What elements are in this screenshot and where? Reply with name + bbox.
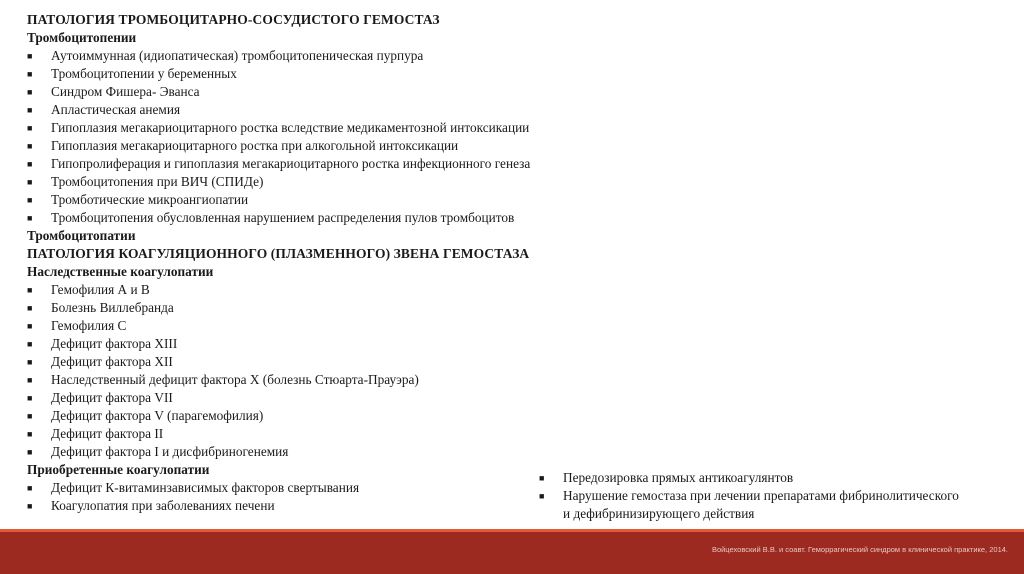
list-item-text: Гипоплазия мегакариоцитарного ростка вследствие медикаментозной интоксикации [51, 120, 530, 135]
list-item-text: Дефицит фактора II [51, 426, 164, 441]
list-item-text: Дефицит фактора V (парагемофилия) [51, 408, 264, 423]
list-item [27, 101, 997, 119]
list-item [27, 353, 997, 371]
list-item-text: Дефицит фактора XIII [51, 336, 178, 351]
list-item [27, 389, 997, 407]
list-item [27, 407, 997, 425]
list-item [27, 335, 997, 353]
heading-platelet-vascular: ПАТОЛОГИЯ ТРОМБОЦИТАРНО-СОСУДИСТОГО ГЕМОСТАЗ [27, 12, 440, 27]
square-bullet-icon: ■ [27, 141, 33, 151]
list-item-text: Синдром Фишера- Эванса [51, 84, 200, 99]
subheading-thrombocytopathy: Тромбоцитопатии [27, 228, 136, 243]
square-bullet-icon: ■ [27, 69, 33, 79]
list-item [27, 173, 997, 191]
list-item-text: Гемофилия С [51, 318, 127, 333]
list-item [27, 443, 997, 461]
square-bullet-icon: ■ [27, 483, 33, 493]
square-bullet-icon: ■ [27, 177, 33, 187]
list-item [27, 47, 997, 65]
square-bullet-icon: ■ [27, 375, 33, 385]
square-bullet-icon: ■ [27, 393, 33, 403]
subheading-hereditary: Наследственные коагулопатии [27, 264, 214, 279]
list-item-text: и дефибринизирующего действия [563, 506, 755, 521]
square-bullet-icon: ■ [27, 429, 33, 439]
list-item [27, 425, 997, 443]
square-bullet-icon: ■ [27, 123, 33, 133]
square-bullet-icon: ■ [27, 501, 33, 511]
square-bullet-icon: ■ [27, 411, 33, 421]
square-bullet-icon: ■ [27, 105, 33, 115]
list-item [539, 469, 1019, 487]
hereditary-list [27, 281, 997, 461]
list-item [27, 317, 997, 335]
list-item-text: Нарушение гемостаза при лечении препаратами фибринолитического [563, 488, 959, 503]
footer-citation: Войцеховский В.В. и соавт. Геморрагический синдром в клинической практике, 2014. [711, 545, 1008, 554]
square-bullet-icon: ■ [27, 87, 33, 97]
list-item-text: Болезнь Виллебранда [51, 300, 174, 315]
list-item [27, 209, 997, 227]
list-item-text: Дефицит фактора XII [51, 354, 173, 369]
list-item [27, 191, 997, 209]
list-item-text: Гипопролиферация и гипоплазия мегакариоцитарного ростка инфекционного генеза [51, 156, 531, 171]
square-bullet-icon: ■ [27, 285, 33, 295]
subheading-acquired: Приобретенные коагулопатии [27, 462, 210, 477]
list-item-text: Коагулопатия при заболеваниях печени [51, 498, 275, 513]
slide-content [27, 11, 997, 515]
list-item-text: Тромбоцитопении у беременных [51, 66, 237, 81]
square-bullet-icon: ■ [27, 195, 33, 205]
thrombocytopenia-list [27, 47, 997, 227]
square-bullet-icon: ■ [539, 473, 545, 483]
list-item-text: Наследственный дефицит фактора Х (болезнь Стюарта-Прауэра) [51, 372, 419, 387]
heading-coagulation: ПАТОЛОГИЯ КОАГУЛЯЦИОННОГО (ПЛАЗМЕННОГО) ЗВЕНА ГЕМОСТАЗА [27, 246, 530, 261]
subheading-thrombocytopenia: Тромбоцитопении [27, 30, 137, 45]
list-item-text: Дефицит фактора I и дисфибриногенемия [51, 444, 289, 459]
footer-bar [0, 532, 1024, 574]
square-bullet-icon: ■ [27, 357, 33, 367]
list-item [27, 155, 997, 173]
list-item-text: Дефицит К-витаминзависимых факторов свертывания [51, 480, 360, 495]
list-item-text: Дефицит фактора VII [51, 390, 173, 405]
square-bullet-icon: ■ [539, 491, 545, 501]
list-item [27, 119, 997, 137]
list-item-text: Тромботические микроангиопатии [51, 192, 249, 207]
list-item [27, 137, 997, 155]
list-item [27, 299, 997, 317]
list-item-text: Гемофилия А и В [51, 282, 150, 297]
list-item-text: Передозировка прямых антикоагулянтов [563, 470, 794, 485]
list-item [27, 281, 997, 299]
list-item [27, 65, 997, 83]
list-item-text: Тромбоцитопения обусловленная нарушением распределения пулов тромбоцитов [51, 210, 515, 225]
square-bullet-icon: ■ [27, 303, 33, 313]
square-bullet-icon: ■ [27, 159, 33, 169]
list-item-text: Апластическая анемия [51, 102, 181, 117]
square-bullet-icon: ■ [27, 321, 33, 331]
list-item-text: Тромбоцитопения при ВИЧ (СПИДе) [51, 174, 264, 189]
list-item [539, 487, 1019, 505]
list-item [27, 371, 997, 389]
list-item [27, 83, 997, 101]
acquired-list-right [539, 469, 1019, 523]
square-bullet-icon: ■ [27, 213, 33, 223]
square-bullet-icon: ■ [27, 339, 33, 349]
list-item-text: Гипоплазия мегакариоцитарного ростка при алкогольной интоксикации [51, 138, 459, 153]
list-item-text: Аутоиммунная (идиопатическая) тромбоцитопеническая пурпура [51, 48, 424, 63]
square-bullet-icon: ■ [27, 447, 33, 457]
square-bullet-icon: ■ [27, 51, 33, 61]
list-item-continuation [539, 505, 1019, 523]
